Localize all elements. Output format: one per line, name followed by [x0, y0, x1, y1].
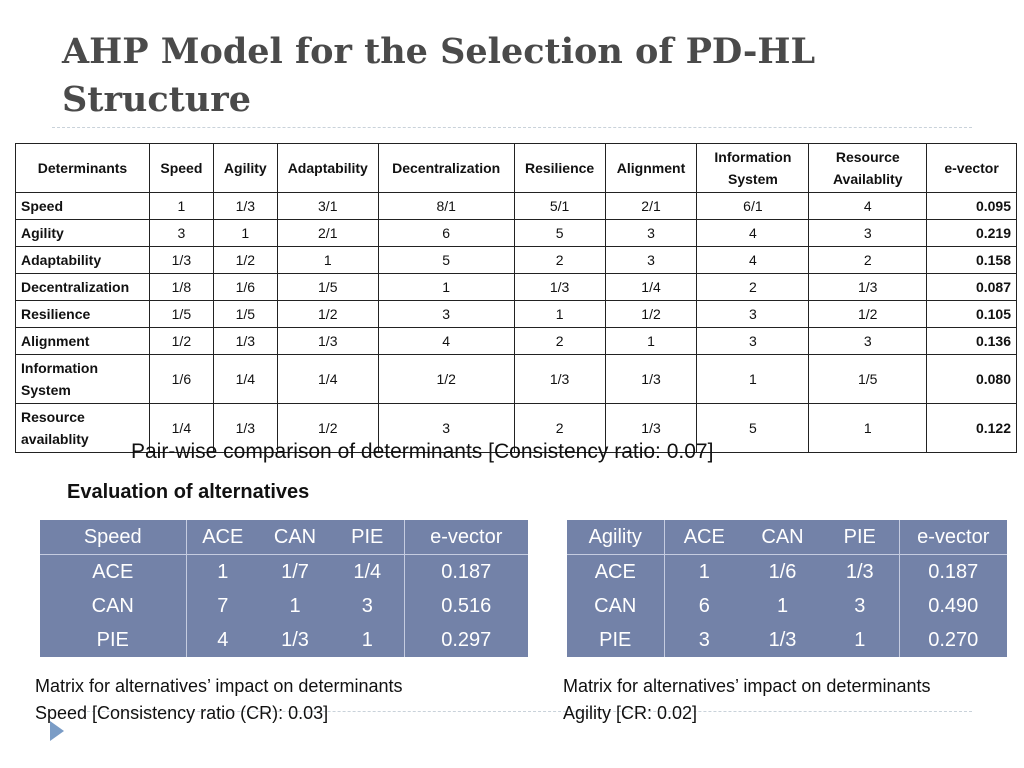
table-cell: 6: [698, 594, 710, 617]
table-cell: 1/3: [213, 193, 277, 220]
table-row: [567, 555, 1007, 590]
table-cell: 1/3: [809, 274, 927, 301]
e-vector-cell: 0.187: [899, 555, 1007, 590]
table-cell: 1/3: [605, 404, 697, 453]
table-cell: 3: [361, 594, 373, 617]
table-row: [16, 220, 1017, 247]
table-row: [16, 247, 1017, 274]
column-header: Information System: [697, 144, 809, 193]
table-cell: 1: [698, 560, 710, 583]
column-header: Speed: [149, 144, 213, 193]
table-cell: 6/1: [697, 193, 809, 220]
column-header: Resource Availablity: [809, 144, 927, 193]
table-cell: 1: [605, 328, 697, 355]
agility-alternatives-table: [567, 520, 1007, 657]
table-cell: 1/2: [277, 301, 378, 328]
caption-line: Matrix for alternatives’ impact on determinants: [563, 676, 931, 696]
caption-line: Speed [Consistency ratio (CR): 0.03]: [35, 703, 329, 723]
table-cell: 1: [277, 247, 378, 274]
e-vector-cell: 0.105: [927, 301, 1017, 328]
table-cell: 1/4: [277, 355, 378, 404]
column-header: CAN: [744, 520, 821, 555]
table-cell: 1: [289, 594, 301, 617]
table-cell: 1/3: [277, 328, 378, 355]
table-cell: 1: [776, 594, 789, 617]
table-cell: 1/2: [213, 247, 277, 274]
table-header-row: [40, 520, 528, 555]
column-header: ACE: [664, 520, 744, 555]
table-cell: 2: [697, 274, 809, 301]
table-cell: 1/4: [149, 404, 213, 453]
table-cell: 3: [697, 328, 809, 355]
column-header: Speed: [40, 520, 186, 555]
table-cell: 1/5: [213, 301, 277, 328]
caption-line: Agility [CR: 0.02]: [563, 703, 698, 723]
table-cell: 3: [149, 220, 213, 247]
table-cell: 1: [514, 301, 605, 328]
table-cell: 6: [378, 220, 514, 247]
table-cell: 1/5: [149, 301, 213, 328]
table-cell: 3: [605, 247, 697, 274]
table-cell: 1/3: [213, 404, 277, 453]
table-cell: 1/7: [281, 560, 309, 583]
table-cell: 1/3: [768, 628, 797, 651]
table-cell: 1/3: [281, 628, 309, 651]
row-label: ACE: [567, 555, 664, 590]
table-cell: 2: [514, 247, 605, 274]
table-cell: 1: [149, 193, 213, 220]
table-row: [567, 623, 1007, 657]
table-cell: 3: [809, 220, 927, 247]
pairwise-comparison-table: [15, 143, 1017, 453]
row-label: CAN: [567, 589, 664, 623]
table-row: [16, 193, 1017, 220]
e-vector-cell: 0.087: [927, 274, 1017, 301]
table-cell: 3: [809, 328, 927, 355]
column-header: e-vector: [899, 520, 1007, 555]
table-cell: 2/1: [605, 193, 697, 220]
table-cell: 2: [514, 404, 605, 453]
table-cell: 1/2: [149, 328, 213, 355]
column-header: PIE: [821, 520, 899, 555]
table-cell: 5: [697, 404, 809, 453]
column-header: Agility: [213, 144, 277, 193]
table-cell: 1: [213, 220, 277, 247]
table-cell: 8/1: [378, 193, 514, 220]
table-row: [16, 274, 1017, 301]
e-vector-cell: 0.187: [404, 555, 528, 590]
column-header: PIE: [331, 520, 404, 555]
table-cell: 4: [697, 247, 809, 274]
table-cell: 3: [698, 628, 710, 651]
column-header: Agility: [567, 520, 664, 555]
row-label: Adaptability: [16, 247, 150, 274]
table-cell: 1: [854, 628, 866, 651]
table-cell: 5: [514, 220, 605, 247]
e-vector-cell: 0.516: [404, 589, 528, 623]
table-cell: 4: [809, 193, 927, 220]
column-header: Determinants: [16, 144, 150, 193]
table-row: [40, 623, 528, 657]
row-label: Agility: [16, 220, 150, 247]
row-label: Decentralization: [16, 274, 150, 301]
table-cell: 1/3: [514, 355, 605, 404]
row-label: Resource availablity: [16, 404, 150, 453]
table-cell: 1/6: [149, 355, 213, 404]
table-cell: 1/3: [514, 274, 605, 301]
table-cell: 1/8: [149, 274, 213, 301]
table-header-row: [16, 144, 1017, 193]
table-cell: 4: [697, 220, 809, 247]
table-cell: 5/1: [514, 193, 605, 220]
column-header: Resilience: [514, 144, 605, 193]
table-cell: 1/5: [809, 355, 927, 404]
caption-line: Matrix for alternatives’ impact on determinants: [35, 676, 403, 696]
table-cell: 4: [378, 328, 514, 355]
slide-title: AHP Model for the Selection of PD-HL Structure: [62, 31, 816, 120]
table-cell: 1/4: [605, 274, 697, 301]
table-cell: 1/3: [605, 355, 697, 404]
table-cell: 3: [697, 301, 809, 328]
section-heading: Evaluation of alternatives: [67, 481, 310, 503]
table-cell: 1: [809, 404, 927, 453]
e-vector-cell: 0.158: [927, 247, 1017, 274]
column-header: e-vector: [404, 520, 528, 555]
top-divider: [52, 127, 972, 128]
table-cell: 1/3: [845, 560, 874, 583]
table-row: [16, 301, 1017, 328]
table-cell: 5: [378, 247, 514, 274]
table-cell: 2/1: [277, 220, 378, 247]
e-vector-cell: 0.219: [927, 220, 1017, 247]
row-label: PIE: [40, 623, 186, 657]
table-cell: 1/6: [213, 274, 277, 301]
table-cell: 1/6: [768, 560, 797, 583]
column-header: Decentralization: [378, 144, 514, 193]
table-cell: 1: [217, 560, 229, 583]
table-cell: 4: [217, 628, 229, 651]
table-cell: 1/2: [378, 355, 514, 404]
column-header: e-vector: [927, 144, 1017, 193]
table-cell: 3: [605, 220, 697, 247]
column-header: CAN: [259, 520, 331, 555]
table-row: [40, 555, 528, 590]
table-row: [40, 589, 528, 623]
table-cell: 3/1: [277, 193, 378, 220]
table-cell: 1: [378, 274, 514, 301]
table-cell: 2: [809, 247, 927, 274]
table-cell: 2: [514, 328, 605, 355]
table-cell: 1/4: [213, 355, 277, 404]
row-label: PIE: [567, 623, 664, 657]
table-cell: 1/5: [277, 274, 378, 301]
e-vector-cell: 0.297: [404, 623, 528, 657]
table-row: [567, 589, 1007, 623]
speed-alternatives-table: [40, 520, 528, 657]
e-vector-cell: 0.270: [899, 623, 1007, 657]
column-header: Alignment: [605, 144, 697, 193]
table-cell: 1: [697, 355, 809, 404]
table-row: [16, 355, 1017, 404]
table-cell: 1/3: [213, 328, 277, 355]
row-label: CAN: [40, 589, 186, 623]
e-vector-cell: 0.080: [927, 355, 1017, 404]
row-label: Alignment: [16, 328, 150, 355]
column-header: Adaptability: [277, 144, 378, 193]
table-cell: 3: [378, 301, 514, 328]
row-label: Information System: [16, 355, 150, 404]
e-vector-cell: 0.122: [927, 404, 1017, 453]
table-cell: 1/2: [809, 301, 927, 328]
table-cell: 1: [361, 628, 373, 651]
e-vector-cell: 0.095: [927, 193, 1017, 220]
table-cell: 3: [378, 404, 514, 453]
table-cell: 1/2: [605, 301, 697, 328]
pairwise-caption: Pair-wise comparison of determinants [Consistency ratio: 0.07]: [131, 440, 714, 463]
table-cell: 7: [217, 594, 229, 617]
row-label: ACE: [40, 555, 186, 590]
speed-matrix-caption: [35, 673, 402, 727]
row-label: Speed: [16, 193, 150, 220]
table-cell: 3: [854, 594, 866, 617]
e-vector-cell: 0.490: [899, 589, 1007, 623]
row-label: Resilience: [16, 301, 150, 328]
table-cell: 1/3: [149, 247, 213, 274]
table-header-row: [567, 520, 1007, 555]
column-header: ACE: [186, 520, 259, 555]
e-vector-cell: 0.136: [927, 328, 1017, 355]
table-cell: 1/2: [277, 404, 378, 453]
table-row: [16, 328, 1017, 355]
agility-matrix-caption: [563, 673, 930, 727]
table-cell: 1/4: [353, 560, 382, 583]
